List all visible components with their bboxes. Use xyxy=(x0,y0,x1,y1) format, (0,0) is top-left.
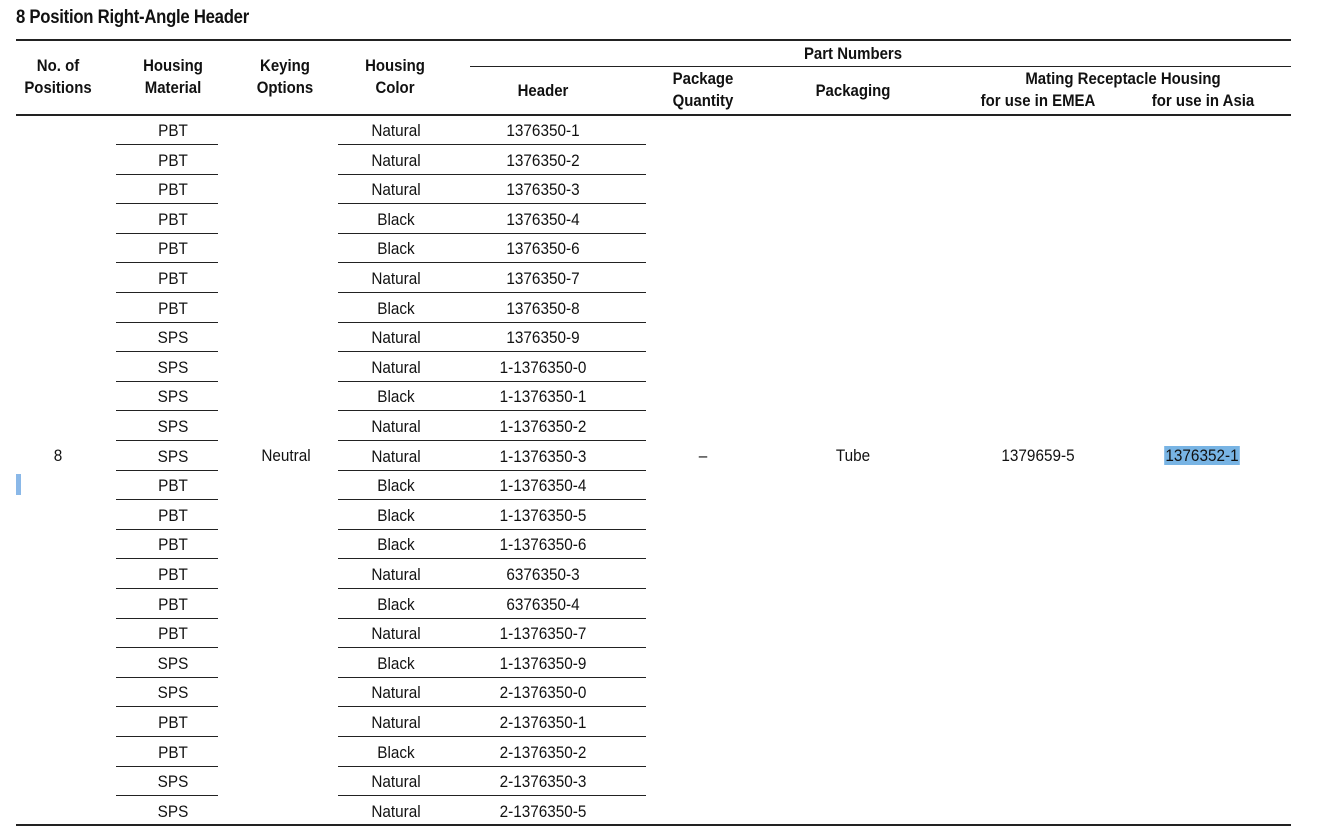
cell-material: PBT xyxy=(158,624,188,644)
row-rule-color-header xyxy=(338,736,646,737)
cell-color: Natural xyxy=(371,446,421,466)
cell-material: PBT xyxy=(158,742,188,762)
col-header-keying-line2: Options xyxy=(256,78,314,97)
cell-header: 2-1376350-2 xyxy=(499,742,587,762)
cell-material: SPS xyxy=(157,801,189,821)
row-rule-color-header xyxy=(338,262,646,263)
cell-header: 2-1376350-0 xyxy=(499,683,587,703)
cell-header: 2-1376350-1 xyxy=(499,713,587,732)
col-header-positions-line1: No. of xyxy=(36,56,80,75)
cell-header: 1-1376350-4 xyxy=(499,476,587,496)
row-rule-material xyxy=(116,440,218,441)
cell-header: 1-1376350-7 xyxy=(499,624,587,644)
col-header-material-line1: Housing xyxy=(143,56,203,75)
merged-asia xyxy=(1148,446,1256,466)
cell-material: SPS xyxy=(157,446,189,466)
col-header-emea: for use in EMEA xyxy=(980,91,1096,110)
cell-material: PBT xyxy=(158,298,188,318)
merged-positions: 8 xyxy=(53,446,63,465)
row-rule-color-header xyxy=(338,233,646,234)
row-rule-color-header xyxy=(338,558,646,559)
cell-color: Black xyxy=(377,742,415,762)
row-rule-material xyxy=(116,647,218,648)
cell-header: 1-1376350-2 xyxy=(499,417,587,436)
col-header-color-line1: Housing xyxy=(365,56,425,75)
cell-material: PBT xyxy=(158,565,188,584)
row-rule-material xyxy=(116,706,218,707)
row-rule-color-header xyxy=(338,203,646,204)
cell-header: 1-1376350-9 xyxy=(499,653,587,673)
col-header-keying xyxy=(241,55,329,99)
cell-color: Black xyxy=(377,209,415,229)
table-top-rule xyxy=(16,39,1291,41)
col-header-color xyxy=(351,55,439,99)
cell-material: SPS xyxy=(157,653,189,673)
cell-color: Natural xyxy=(371,150,421,170)
row-rule-color-header xyxy=(338,174,646,175)
col-header-asia: for use in Asia xyxy=(1151,91,1255,110)
col-header-header: Header xyxy=(517,81,569,100)
col-header-packaging: Packaging xyxy=(815,81,891,100)
row-rule-material xyxy=(116,292,218,293)
row-rule-material xyxy=(116,381,218,382)
row-rule-material xyxy=(116,322,218,323)
row-rule-material xyxy=(116,677,218,678)
cell-material: PBT xyxy=(158,209,188,229)
row-rule-color-header xyxy=(338,618,646,619)
cell-material: PBT xyxy=(158,121,188,140)
cell-color: Black xyxy=(377,535,415,555)
row-rule-material xyxy=(116,588,218,589)
cell-header: 1376350-8 xyxy=(506,298,580,318)
cell-header: 1-1376350-1 xyxy=(499,387,587,407)
row-rule-color-header xyxy=(338,410,646,411)
cell-material: PBT xyxy=(158,594,188,614)
row-rule-material xyxy=(116,203,218,204)
merged-packaging: Tube xyxy=(835,446,871,465)
table-bottom-rule xyxy=(16,824,1291,826)
cell-header: 2-1376350-3 xyxy=(499,772,587,792)
row-rule-color-header xyxy=(338,677,646,678)
cell-color: Natural xyxy=(371,357,421,377)
cell-header: 1-1376350-6 xyxy=(499,535,587,555)
row-rule-color-header xyxy=(338,795,646,796)
row-rule-material xyxy=(116,262,218,263)
row-rule-material xyxy=(116,174,218,175)
cell-color: Natural xyxy=(371,624,421,644)
cell-color: Natural xyxy=(371,121,421,140)
cell-header: 2-1376350-5 xyxy=(499,801,587,821)
cell-material: PBT xyxy=(158,535,188,555)
cell-material: PBT xyxy=(158,269,188,288)
cell-color: Natural xyxy=(371,269,421,288)
cell-material: PBT xyxy=(158,150,188,170)
cell-header: 1376350-2 xyxy=(506,150,580,170)
cell-header: 1376350-3 xyxy=(506,180,580,200)
cell-header: 1376350-1 xyxy=(506,121,580,140)
col-header-positions xyxy=(14,55,102,99)
row-rule-material xyxy=(116,618,218,619)
cell-header: 1-1376350-0 xyxy=(499,357,587,377)
cell-color: Black xyxy=(377,505,415,525)
col-header-part-numbers: Part Numbers xyxy=(803,44,903,63)
merged-emea: 1379659-5 xyxy=(1001,446,1075,465)
col-header-color-line2: Color xyxy=(375,78,415,97)
merged-package-qty: – xyxy=(698,446,708,465)
cell-header: 1376350-9 xyxy=(506,328,580,348)
cell-color: Black xyxy=(377,653,415,673)
col-header-package-qty xyxy=(650,68,756,112)
col-header-positions-line2: Positions xyxy=(24,78,92,97)
cell-material: SPS xyxy=(157,683,189,703)
row-rule-color-header xyxy=(338,144,646,145)
cell-color: Natural xyxy=(371,417,421,436)
row-rule-material xyxy=(116,144,218,145)
cell-color: Black xyxy=(377,298,415,318)
row-rule-material xyxy=(116,766,218,767)
row-rule-material xyxy=(116,529,218,530)
cell-color: Natural xyxy=(371,565,421,584)
page-title: 8 Position Right-Angle Header xyxy=(16,7,249,28)
row-rule-color-header xyxy=(338,766,646,767)
cell-header: 1376350-7 xyxy=(506,269,580,288)
row-rule-material xyxy=(116,410,218,411)
row-rule-color-header xyxy=(338,647,646,648)
cell-material: SPS xyxy=(157,328,189,348)
col-header-material-line2: Material xyxy=(144,78,202,97)
cell-color: Natural xyxy=(371,180,421,200)
merged-keying: Neutral xyxy=(261,446,311,465)
row-rule-material xyxy=(116,499,218,500)
cell-color: Natural xyxy=(371,801,421,821)
row-rule-color-header xyxy=(338,351,646,352)
row-rule-material xyxy=(116,233,218,234)
row-rule-color-header xyxy=(338,322,646,323)
part-numbers-rule xyxy=(470,66,1291,67)
row-rule-color-header xyxy=(338,292,646,293)
cell-color: Natural xyxy=(371,683,421,703)
row-rule-color-header xyxy=(338,706,646,707)
col-header-keying-line1: Keying xyxy=(260,56,310,75)
cell-color: Natural xyxy=(371,772,421,792)
cell-header: 1376350-6 xyxy=(506,239,580,259)
row-rule-material xyxy=(116,795,218,796)
col-header-package-qty-line1: Package xyxy=(672,69,734,88)
cell-color: Natural xyxy=(371,713,421,732)
cell-header: 6376350-4 xyxy=(506,594,580,614)
row-rule-color-header xyxy=(338,499,646,500)
col-header-package-qty-line2: Quantity xyxy=(672,91,734,110)
row-rule-color-header xyxy=(338,440,646,441)
selection-marker xyxy=(16,474,21,495)
row-rule-material xyxy=(116,470,218,471)
cell-material: PBT xyxy=(158,239,188,259)
cell-header: 1-1376350-3 xyxy=(499,446,587,466)
col-header-mating: Mating Receptacle Housing xyxy=(1025,69,1221,88)
row-rule-color-header xyxy=(338,470,646,471)
cell-material: PBT xyxy=(158,476,188,496)
cell-header: 6376350-3 xyxy=(506,565,580,584)
row-rule-material xyxy=(116,558,218,559)
cell-material: SPS xyxy=(157,772,189,792)
cell-color: Black xyxy=(377,594,415,614)
cell-material: PBT xyxy=(158,505,188,525)
header-bottom-rule xyxy=(16,114,1291,116)
row-rule-material xyxy=(116,351,218,352)
cell-material: SPS xyxy=(157,387,189,407)
row-rule-color-header xyxy=(338,529,646,530)
highlighted-asia-part: 1376352-1 xyxy=(1165,446,1239,465)
row-rule-color-header xyxy=(338,588,646,589)
col-header-material xyxy=(129,55,217,99)
row-rule-color-header xyxy=(338,381,646,382)
cell-color: Black xyxy=(377,387,415,407)
row-rule-material xyxy=(116,736,218,737)
cell-color: Black xyxy=(377,476,415,496)
cell-header: 1-1376350-5 xyxy=(499,505,587,525)
cell-color: Black xyxy=(377,239,415,259)
cell-color: Natural xyxy=(371,328,421,348)
cell-material: PBT xyxy=(158,713,188,732)
cell-material: PBT xyxy=(158,180,188,200)
cell-material: SPS xyxy=(157,417,189,436)
cell-material: SPS xyxy=(157,357,189,377)
cell-header: 1376350-4 xyxy=(506,209,580,229)
